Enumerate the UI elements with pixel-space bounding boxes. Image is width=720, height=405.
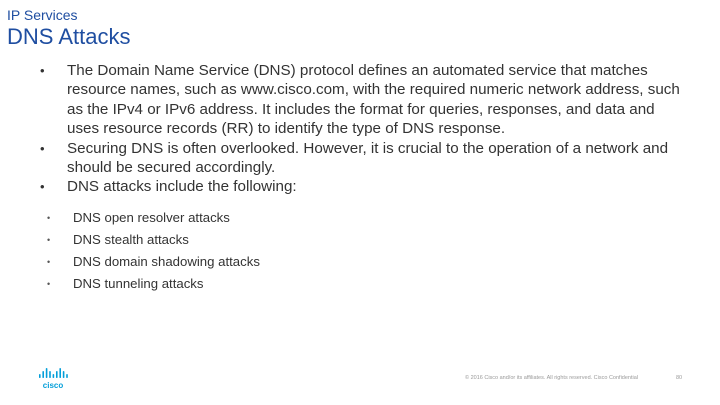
sub-bullet-text: DNS domain shadowing attacks xyxy=(73,254,260,269)
slide-title: DNS Attacks xyxy=(7,24,131,49)
bullet-text: The Domain Name Service (DNS) protocol defines an automated service that matches resource names, such as www.cisco.com, with the required numeric network address, such as the IPv4 or IPv6 address. It includes the format for queries, responses, and data and uses resource records (RR) to identify the type of DNS response. xyxy=(67,62,680,138)
bullet-dot: • xyxy=(40,63,45,78)
bullet-dot: • xyxy=(40,179,45,195)
page-number: 80 xyxy=(676,375,683,381)
sub-bullet-list xyxy=(47,207,260,295)
bullet-item xyxy=(40,61,690,139)
sub-bullet-text: DNS stealth attacks xyxy=(73,232,189,247)
bullet-item xyxy=(40,177,690,196)
sub-bullet-text: DNS open resolver attacks xyxy=(73,210,230,225)
sub-bullet-item xyxy=(47,207,260,229)
sub-bullet-text: DNS tunneling attacks xyxy=(73,276,204,291)
sub-bullet-dot: • xyxy=(47,279,51,289)
sub-bullet-item xyxy=(47,229,260,251)
bullet-text: Securing DNS is often overlooked. However, it is crucial to the operation of a network and should be secured accordingly. xyxy=(67,139,669,177)
footer-copyright: © 2016 Cisco and/or its affiliates. All rights reserved. Cisco Confidential xyxy=(465,375,639,381)
bullet-text: DNS attacks include the following: xyxy=(67,178,297,196)
bullet-dot: • xyxy=(40,140,45,156)
sub-bullet-dot: • xyxy=(47,213,51,223)
cisco-logo-text: cisco xyxy=(42,381,64,390)
bullet-item xyxy=(40,139,690,178)
bullet-list xyxy=(40,61,690,197)
sub-bullet-item xyxy=(47,251,260,273)
sub-bullet-dot: • xyxy=(47,257,51,267)
sub-bullet-item xyxy=(47,273,260,295)
cisco-logo-icon xyxy=(38,368,68,390)
section-label: IP Services xyxy=(7,7,78,23)
sub-bullet-dot: • xyxy=(47,235,51,245)
